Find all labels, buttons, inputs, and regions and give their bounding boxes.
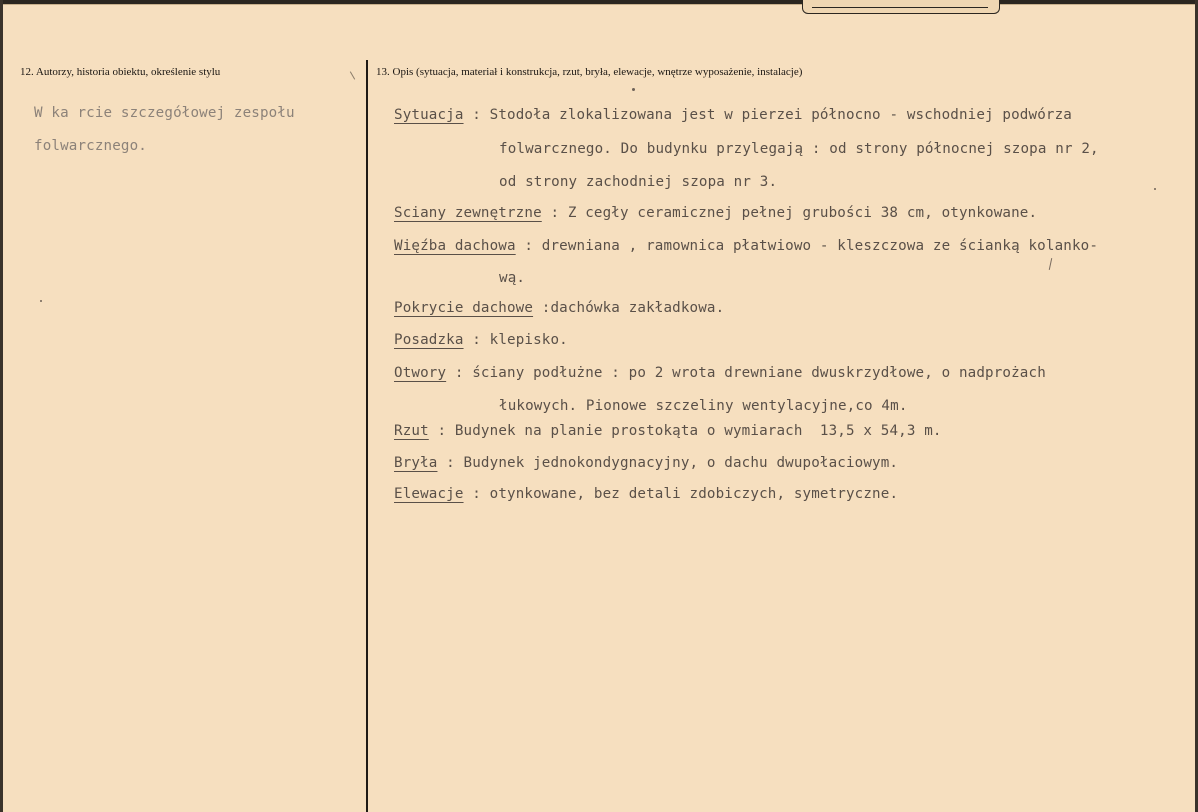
sytuacja-line-3: od strony zachodniej szopa nr 3. (499, 174, 778, 190)
card-left-edge (0, 0, 3, 812)
bryla-sep: : (437, 455, 464, 471)
paper-speck (40, 300, 42, 302)
paper-speck (1154, 188, 1156, 190)
posadzka-row (394, 333, 568, 347)
card-tab-mark-inner (812, 0, 988, 8)
wiezba-sep: : (515, 238, 542, 254)
pencil-tick (350, 71, 355, 79)
sciany-label: Sciany zewnętrzne (394, 205, 542, 221)
pokrycie-label: Pokrycie dachowe (394, 300, 534, 316)
bryla-text: Budynek jednokondygnacyjny, o dachu dwupołaciowym. (463, 455, 899, 471)
card-top-rule (0, 4, 1198, 5)
sciany-sep: : (541, 205, 568, 221)
sciany-row (394, 206, 1037, 220)
sytuacja-line-2: folwarcznego. Do budynku przylegają : od strony północnej szopa nr 2, (499, 141, 1099, 157)
posadzka-label: Posadzka (394, 332, 464, 348)
wiezba-label: Więźba dachowa (394, 238, 516, 254)
section-12-header: 12. Autorzy, historia obiektu, określenie stylu (20, 66, 221, 78)
otwory-label: Otwory (394, 365, 447, 381)
otwory-row (394, 366, 1046, 380)
bryla-label: Bryła (394, 455, 438, 471)
rzut-label: Rzut (394, 423, 429, 439)
otwory-line-2: łukowych. Pionowe szczeliny wentylacyjne,co 4m. (499, 398, 908, 414)
rzut-sep: : (428, 423, 455, 439)
rzut-text: Budynek na planie prostokąta o wymiarach 13,5 x 54,3 m. (454, 423, 942, 439)
sytuacja-sep: : (463, 107, 490, 123)
elewacje-row (394, 487, 898, 501)
bryla-row (394, 456, 898, 470)
posadzka-text: klepisko. (489, 332, 568, 348)
wiezba-row (394, 239, 1098, 253)
sytuacja-line-1: Stodoła zlokalizowana jest w pierzei północno - wschodniej podwórza (489, 107, 1072, 123)
wiezba-line-2: wą. (499, 270, 526, 286)
wiezba-line-1: drewniana , ramownica płatwiowo - kleszczowa ze ścianką kolanko- (541, 238, 1099, 254)
sytuacja-label: Sytuacja (394, 107, 464, 123)
otwory-sep: : (446, 365, 473, 381)
paper-speck (632, 88, 635, 91)
pokrycie-text: dachówka zakładkowa. (550, 300, 725, 316)
rzut-row (394, 424, 942, 438)
elewacje-label: Elewacje (394, 486, 464, 502)
authors-line-2: folwarcznego. (34, 138, 147, 154)
pokrycie-sep: : (533, 300, 551, 316)
elewacje-sep: : (463, 486, 490, 502)
authors-line-1: W ka rcie szczegółowej zespołu (34, 105, 295, 121)
pencil-mark (1049, 258, 1052, 270)
sciany-text: Z cegły ceramicznej pełnej grubości 38 cm, otynkowane. (567, 205, 1038, 221)
section-13-header: 13. Opis (sytuacja, materiał i konstrukcja, rzut, bryła, elewacje, wnętrze wyposażenie, instalacje) (376, 66, 803, 78)
pokrycie-row (394, 301, 724, 315)
otwory-line-1: ściany podłużne : po 2 wrota drewniane dwuskrzydłowe, o nadprożach (472, 365, 1046, 381)
elewacje-text: otynkowane, bez detali zdobiczych, symetryczne. (489, 486, 899, 502)
sytuacja-row (394, 108, 1072, 122)
posadzka-sep: : (463, 332, 490, 348)
column-divider (366, 60, 368, 812)
